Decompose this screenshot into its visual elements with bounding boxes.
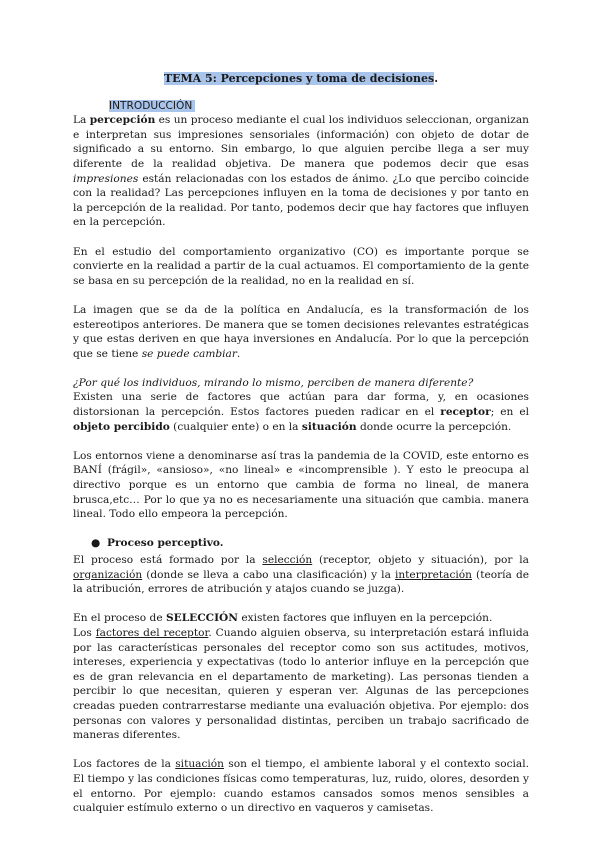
question-heading: ¿Por qué los individuos, mirando lo mismo, perciben de manera diferente? <box>73 376 474 389</box>
paragraph-entorno-bani: Los entornos viene a denominarse así tras la pandemia de la COVID, este entorno es BANÍ (frágil», «ansioso», «no lineal» e «incomprensible ). Y esto le preocupa al directivo porque es un entorno que cambia de forma no lineal, de manera brusca,etc… Por lo que ya no es necesariamente una situación que cambia. manera lineal. Todo ello empeora la percepción. <box>73 449 529 521</box>
paragraph-proceso: El proceso está formado por la selección (receptor, objeto y situación), por la organización (donde se lleva a cabo una clasificación) y la interpretación (teoría de la atribución, errores de atribución y atajos cuando se juzga). <box>73 554 529 596</box>
paragraph-andalucia: La imagen que se da de la política en Andalucía, es la transformación de los estereotipos anteriores. De manera que se tomen decisiones relevantes estratégicas y que estas deriven en que haya inversiones en Andalucía. Por lo que la percepción que se tiene se puede cambiar. <box>73 303 529 360</box>
section-heading-introduccion: INTRODUCCIÓN <box>73 99 529 114</box>
paragraph-comportamiento-organizativo: En el estudio del comportamiento organizativo (CO) es importante porque se convierte en la realidad a partir de la cual actuamos. El comportamiento de la gente se basa en su percepción de la realidad, no en la realidad en sí. <box>73 245 529 287</box>
paragraph-factores-situacion: Los factores de la situación son el tiempo, el ambiente laboral y el contexto social. El tiempo y las condiciones físicas como temperaturas, luz, ruido, olores, desorden y el entorno. Por ejemplo: cuando estamos cansados somos menos sensibles a cualquier estímulo externo o un directivo en vaqueros y camisetas. <box>73 758 529 815</box>
bullet-proceso-perceptivo: ● Proceso perceptivo. <box>91 537 224 550</box>
paragraph-seleccion: En el proceso de SELECCIÓN existen factores que influyen en la percepción. <box>73 612 493 625</box>
paragraph-percepcion: La percepción es un proceso mediante el cual los individuos seleccionan, organizan e interpretan sus impresiones sensoriales (información) con objeto de dotar de significado a su entorno. Sin embargo, lo que alguien percibe llega a ser muy diferente de la realidad objetiva. De manera que podemos decir que esas impresiones están relacionadas con los estados de ánimo. ¿Lo que percibo coincide con la realidad? Las percepciones influyen en la toma de decisiones y por tanto en la percepción de la realidad. Por tanto, podemos decir que hay factores que influyen en la percepción. <box>73 114 530 229</box>
paragraph-factores-receptor: Los factores del receptor. Cuando alguien observa, su interpretación estará influida por las características personales del receptor como son sus actitudes, motivos, intereses, experiencia y expectativas (todo lo anterior influye en la percepción que es de gran relevancia en el departamento de marketing). Las personas tienden a percibir lo que necesitan, quieren y esperan ver. Algunas de las percepciones creadas pueden contrarrestarse mediante una evaluación objetiva. Por ejemplo: dos personas con valores y personalidad distintas, perciben un trabajo sacrificado de maneras diferentes. <box>73 626 529 742</box>
paragraph-factores: Existen una serie de factores que actúan para dar forma, y, en ocasiones distorsionan la percepción. Estos factores pueden radicar en el receptor; en el objeto percibido (cualquier ente) o en la situación donde ocurre la percepción. <box>73 391 529 433</box>
document-page <box>73 72 529 830</box>
bullet-dot-icon: ● <box>91 537 101 550</box>
title-highlight: TEMA 5: Percepciones y toma de decisiones <box>163 72 435 85</box>
page-title: TEMA 5: Percepciones y toma de decisiones. <box>163 72 439 85</box>
